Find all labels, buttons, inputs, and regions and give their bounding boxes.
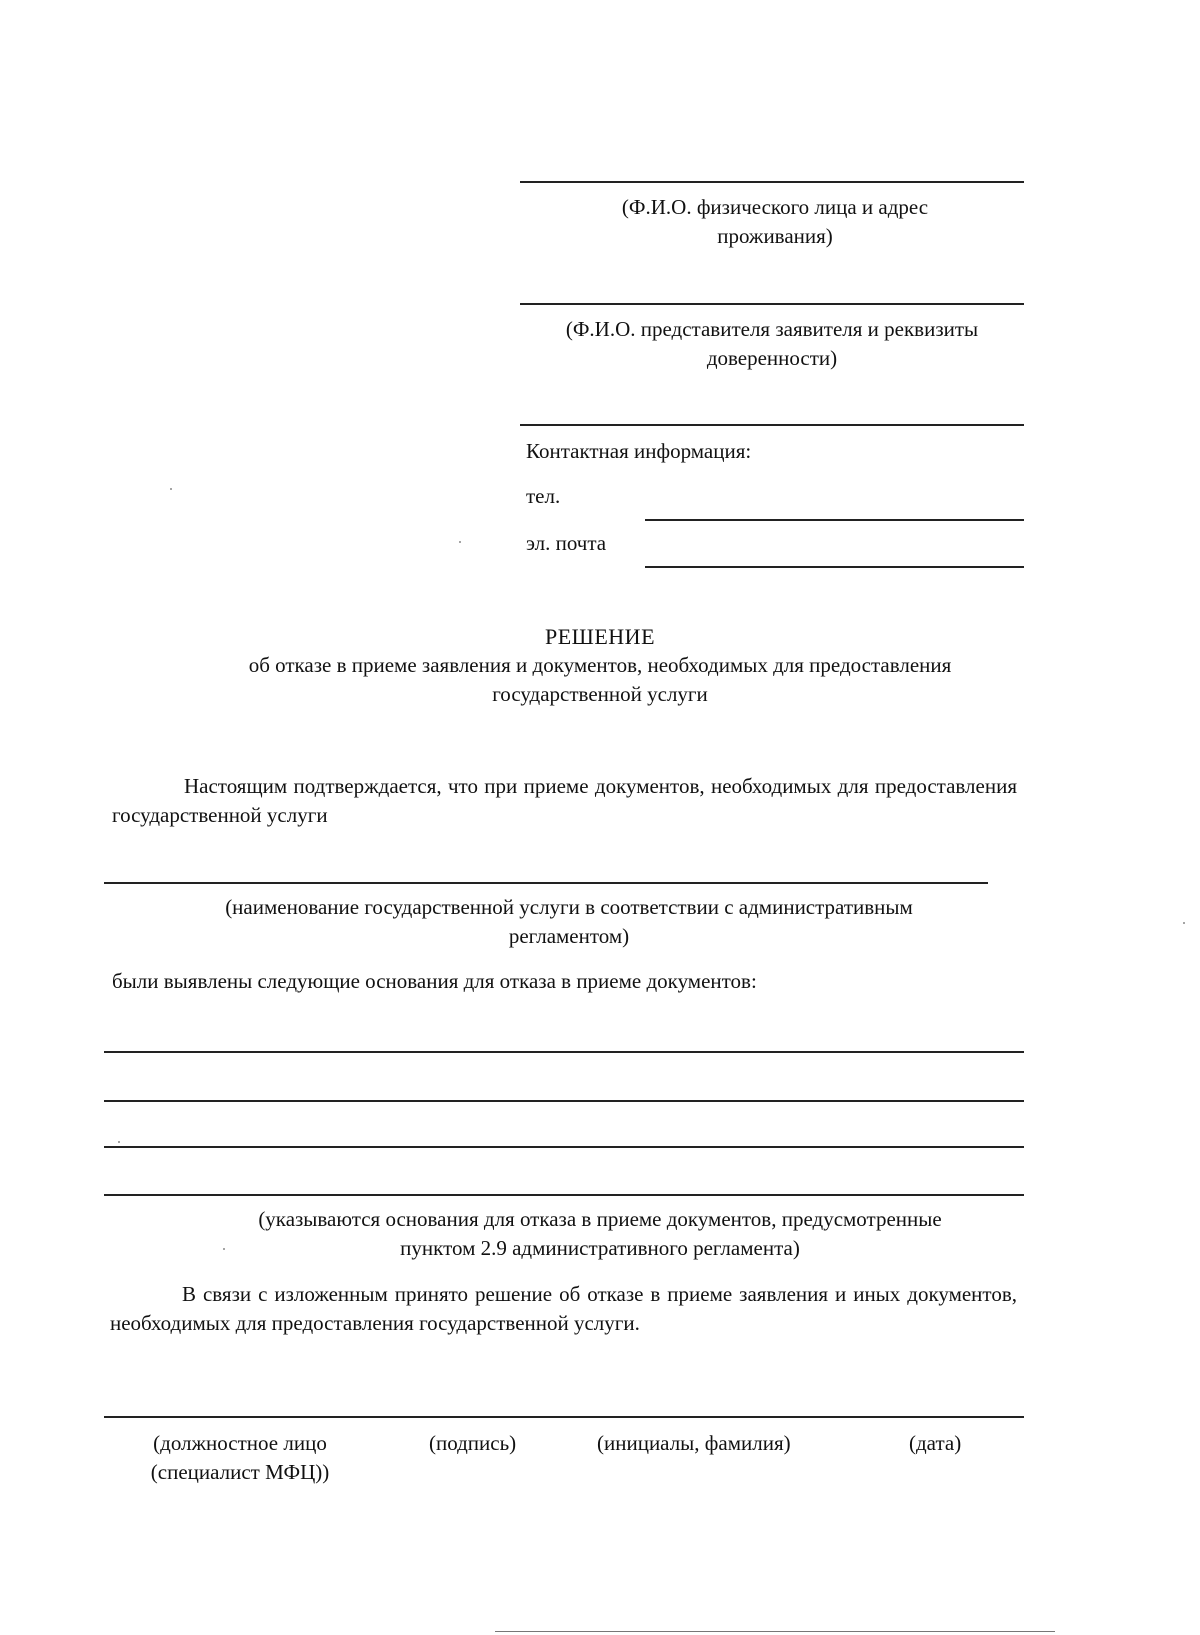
grounds-line-1 (104, 1051, 1024, 1053)
contact-info-label: Контактная информация: (526, 439, 752, 463)
applicant-caption-line-1: (Ф.И.О. физического лица и адрес (621, 195, 929, 219)
representative-caption (520, 315, 1024, 373)
name-caption: (инициалы, фамилия) (597, 1431, 791, 1455)
official-caption-line-2: (специалист МФЦ)) (150, 1460, 330, 1484)
phone-line (645, 519, 1024, 521)
official-caption-line-1: (должностное лицо (153, 1431, 327, 1455)
representative-caption-line-2: доверенности) (706, 346, 838, 370)
signature-caption: (подпись) (429, 1431, 517, 1455)
grounds-caption (140, 1205, 1060, 1263)
service-caption-line-2: регламентом) (508, 924, 630, 948)
grounds-line-4 (104, 1194, 1024, 1196)
grounds-intro: были выявлены следующие основания для отказа в приеме документов: (112, 969, 757, 993)
applicant-caption (540, 193, 1010, 251)
document-subtitle-line-1: об отказе в приеме заявления и документов, необходимых для предоставления (248, 653, 952, 677)
phone-label: тел. (526, 484, 561, 508)
scan-speck (170, 488, 172, 490)
email-label: эл. почта (526, 531, 607, 555)
document-title: РЕШЕНИЕ (544, 624, 656, 649)
applicant-caption-line-2: проживания) (717, 224, 833, 248)
grounds-line-3 (104, 1146, 1024, 1148)
representative-caption-line-1: (Ф.И.О. представителя заявителя и реквизиты (565, 317, 979, 341)
representative-details-line (520, 424, 1024, 426)
document-subtitle (150, 651, 1050, 709)
date-caption: (дата) (909, 1431, 962, 1455)
scan-speck (118, 1141, 120, 1143)
grounds-caption-line-1: (указываются основания для отказа в приеме документов, предусмотренные (258, 1207, 942, 1231)
representative-name-line (520, 303, 1024, 305)
page-bottom-edge (495, 1631, 1055, 1632)
scan-speck (1183, 922, 1185, 924)
decision-paragraph: В связи с изложенным принято решение об отказе в приеме заявления и иных документов, необходимых для предоставления государственной услуги. (110, 1282, 1017, 1335)
service-caption (104, 893, 1034, 951)
scan-speck (223, 1248, 225, 1250)
document-subtitle-line-2: государственной услуги (492, 682, 708, 706)
confirm-paragraph: Настоящим подтверждается, что при приеме документов, необходимых для предоставления государственной услуги (112, 774, 1017, 827)
email-line (645, 566, 1024, 568)
grounds-caption-line-2: пунктом 2.9 административного регламента) (400, 1236, 800, 1260)
applicant-name-line (520, 181, 1024, 183)
official-caption (130, 1429, 350, 1487)
service-name-line (104, 882, 988, 884)
service-caption-line-1: (наименование государственной услуги в соответствии с административным (225, 895, 913, 919)
signature-line (104, 1416, 1024, 1418)
grounds-line-2 (104, 1100, 1024, 1102)
scan-speck (459, 541, 461, 543)
